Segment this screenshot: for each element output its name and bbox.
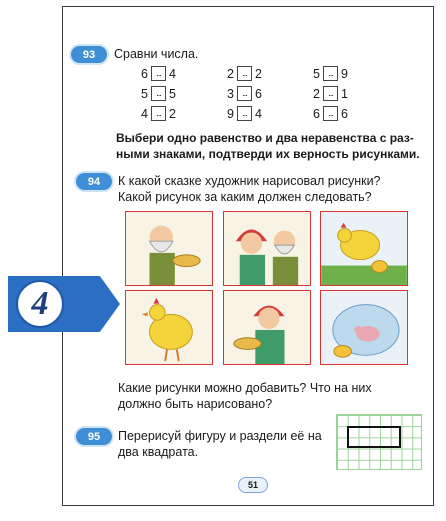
compare-item: 2 ... 2 bbox=[227, 66, 262, 81]
compare-box[interactable]: ... bbox=[323, 66, 338, 81]
compare-box[interactable]: ... bbox=[237, 66, 252, 81]
task-93-text-2: ными знаками, подтверди их верность рисунками. bbox=[116, 147, 420, 161]
task-95-text-2: два квадрата. bbox=[118, 445, 199, 459]
chapter-number: 4 bbox=[16, 280, 64, 328]
picture-grandma-bowl bbox=[223, 290, 311, 365]
compare-box[interactable]: ... bbox=[151, 106, 166, 121]
compare-box[interactable]: ... bbox=[237, 86, 252, 101]
compare-item: 3 ... 6 bbox=[227, 86, 262, 101]
task-94-text-1: К какой сказке художник нарисовал рисунки? bbox=[118, 174, 381, 188]
chapter-tab bbox=[8, 276, 120, 332]
task-94-question-1: Какие рисунки можно добавить? Что на них bbox=[118, 381, 372, 395]
picture-grandparents-crying bbox=[223, 211, 311, 286]
rectangle-shape bbox=[347, 426, 401, 448]
picture-grandpa-bowl bbox=[125, 211, 213, 286]
compare-row-3 bbox=[141, 106, 399, 121]
compare-row-1 bbox=[141, 66, 399, 81]
compare-item: 6 ... 6 bbox=[313, 106, 348, 121]
compare-box[interactable]: ... bbox=[323, 86, 338, 101]
page-number: 51 bbox=[238, 477, 268, 493]
compare-box[interactable]: ... bbox=[323, 106, 338, 121]
task-93-text-1: Выбери одно равенство и два неравенства с раз- bbox=[116, 131, 414, 145]
task-93-title: Сравни числа. bbox=[114, 47, 199, 61]
task-95-text-1: Перерисуй фигуру и раздели её на bbox=[118, 429, 322, 443]
compare-item: 5 ... 9 bbox=[313, 66, 348, 81]
task-95-badge: 95 bbox=[76, 428, 112, 445]
compare-box[interactable]: ... bbox=[151, 66, 166, 81]
picture-mouse-plate bbox=[320, 290, 408, 365]
task-94-badge: 94 bbox=[76, 173, 112, 190]
task-94-question-2: должно быть нарисовано? bbox=[118, 397, 273, 411]
compare-item: 2 ... 1 bbox=[313, 86, 348, 101]
compare-item: 9 ... 4 bbox=[227, 106, 262, 121]
compare-item: 5 ... 5 bbox=[141, 86, 176, 101]
task-94-text-2: Какой рисунок за каким должен следовать? bbox=[118, 190, 372, 204]
grid-figure bbox=[336, 414, 422, 470]
compare-item: 4 ... 2 bbox=[141, 106, 176, 121]
picture-hen-egg bbox=[320, 211, 408, 286]
compare-box[interactable]: ... bbox=[237, 106, 252, 121]
compare-item: 6 ... 4 bbox=[141, 66, 176, 81]
picture-hen bbox=[125, 290, 213, 365]
compare-box[interactable]: ... bbox=[151, 86, 166, 101]
compare-row-2 bbox=[141, 86, 399, 101]
task-93-badge: 93 bbox=[71, 46, 107, 63]
